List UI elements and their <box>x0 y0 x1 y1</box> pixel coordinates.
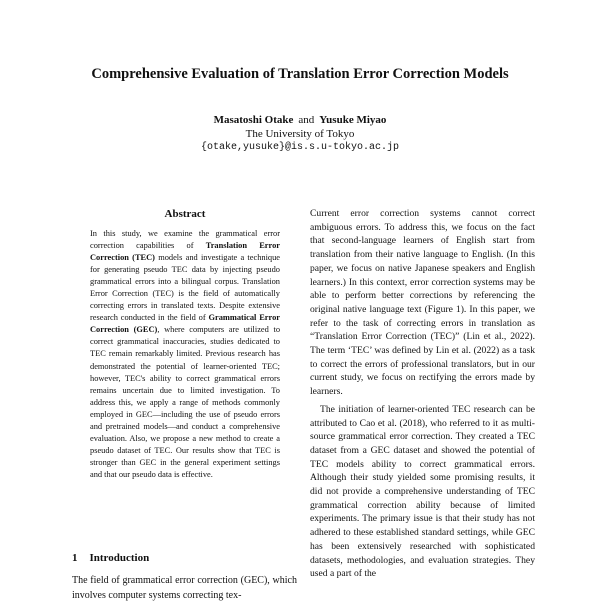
body-paragraph: Current error correction systems cannot correct ambiguous errors. To address this, we focus on the fact that second-language learners of English start from translation from their native language to English. (In this paper, we focus on native Japanese speakers and English learners.) In this context, error correction systems may be able to perform better corrections by referencing the original native language text (Figure 1). In this paper, we refer to the task of correcting errors in translation as “Translation Error Correction (TEC)” (Lin et al., 2022). The term ‘TEC’ was defined by Lin et al. (2022) as a task to correct the errors of professional translators, but in our current study, we focus on rectifying the errors made by learners. <box>310 208 535 398</box>
abstract-heading: Abstract <box>164 208 206 220</box>
author-name: Yusuke Miyao <box>319 114 387 126</box>
author-name: Masatoshi Otake <box>213 114 294 126</box>
author-joiner: and <box>298 114 315 126</box>
abstract-text: In this study, we examine the grammatical error correction capabilities of <box>90 229 280 251</box>
section-number: 1 <box>72 552 78 564</box>
paper-title: Comprehensive Evaluation of Translation Error Correction Models <box>91 66 509 82</box>
abstract-text: models and investigate a technique for generating pseudo TEC data by injecting pseudo grammatical errors into a bilingual corpus. Translation Error Correction (TEC) is the field of automatically correcting errors in translated texts. Despite extensive research conducted in the field of <box>90 253 280 323</box>
section-heading-introduction <box>72 552 149 564</box>
abstract-bold-term: Translation Error Correction (TEC) <box>90 241 280 263</box>
introduction-paragraph: The field of grammatical error correction (GEC), which involves computer systems correcting tex- <box>72 575 297 601</box>
abstract-body <box>90 228 280 481</box>
abstract-bold-term: Grammatical Error Correction (GEC) <box>90 313 280 335</box>
section-title: Introduction <box>89 552 150 564</box>
author-email: {otake,yusuke}@is.s.u-tokyo.ac.jp <box>200 142 400 153</box>
right-column <box>310 207 535 581</box>
abstract-text: , where computers are utilized to correct grammatical inaccuracies, studies dedicated to TEC remain remarkably limited. Previous research has demonstrated the potential of learner-oriented TEC; however, TEC's ability to correct grammatical errors remains uncertain due to limited investigation. To address this, we apply a range of methods commonly employed in GEC—including the use of pseudo errors and pretrained models—and conduct a comprehensive evaluation. Also, we propose a new method to create a pseudo dataset of TEC. Our results show that TEC is stronger than GEC in the general experiment settings and that our pseudo data is effective. <box>90 325 281 479</box>
affiliation: The University of Tokyo <box>245 128 355 140</box>
author-line <box>0 114 600 126</box>
body-paragraph: The initiation of learner-oriented TEC research can be attributed to Cao et al. (2018), who referred to it as multi-source grammatical error correction. They created a TEC dataset from a GEC dataset and showed the potential of TEC models ability to correct grammatical errors. Although their study yielded some promising results, it did not provide a comprehensive understanding of TEC grammatical correction ability because of limited experiments. The primary issue is that their study has not adhered to these established standard settings, while GEC has been extensively researched with sophisticated datasets, methodologies, and evaluation strategies. They used a part of the <box>310 403 535 580</box>
